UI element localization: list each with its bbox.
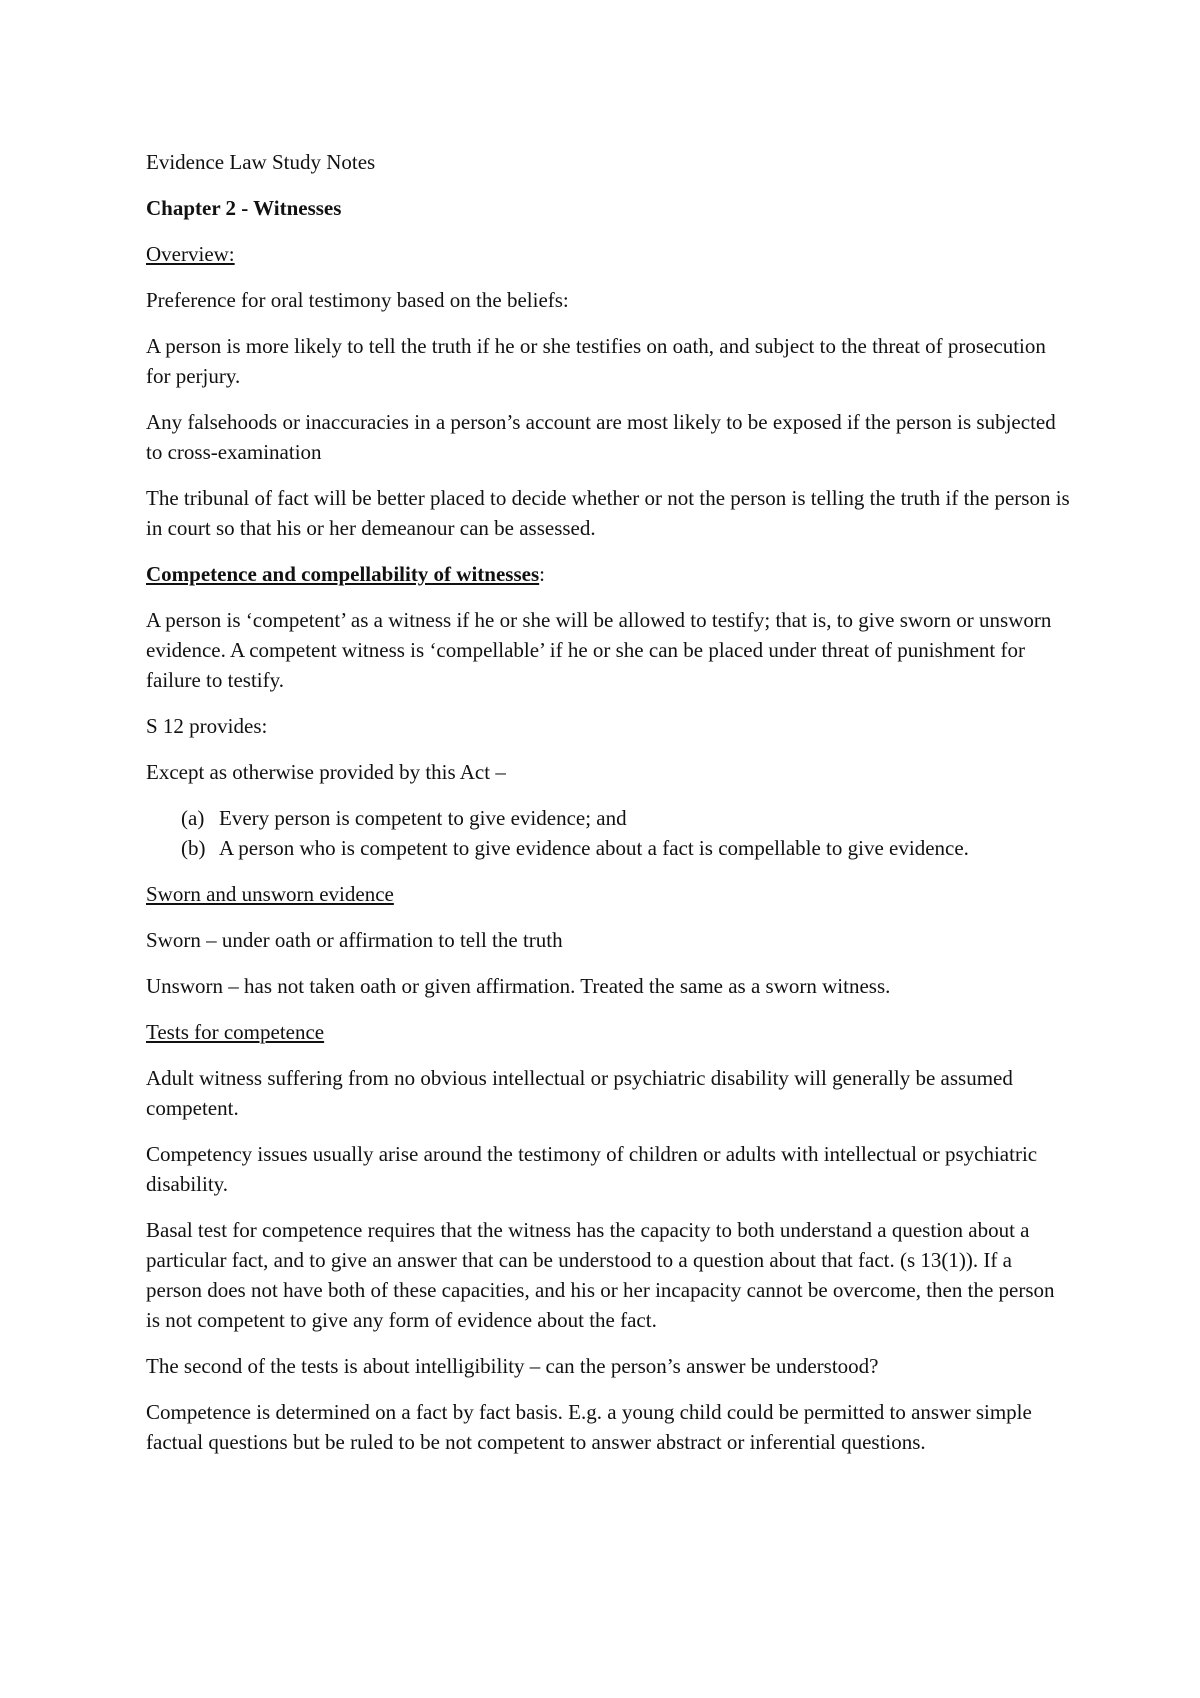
tests-paragraph: Competency issues usually arise around the testimony of children or adults with intellectual or psychiatric disability. xyxy=(146,1142,1038,1196)
competence-heading xyxy=(146,559,1070,589)
sworn-heading xyxy=(146,879,1070,909)
list-item-text: A person who is competent to give evidence about a fact is compellable to give evidence. xyxy=(219,836,969,860)
s12-lead: Except as otherwise provided by this Act – xyxy=(146,760,506,784)
overview-point: The tribunal of fact will be better placed to decide whether or not the person is telling the truth if the person is in court so that his or her demeanour can be assessed. xyxy=(146,486,1070,540)
tests-paragraph: Competence is determined on a fact by fact basis. E.g. a young child could be permitted to answer simple factual questions but be ruled to be not competent to answer abstract or inferential questions. xyxy=(146,1400,1032,1454)
list-marker: (a) xyxy=(181,806,205,830)
tests-heading xyxy=(146,1017,1070,1047)
overview-heading xyxy=(146,239,1070,269)
chapter-heading: Chapter 2 - Witnesses xyxy=(146,196,342,220)
document-title: Evidence Law Study Notes xyxy=(146,150,376,174)
overview-point: A person is more likely to tell the truth if he or she testifies on oath, and subject to the threat of prosecution for perjury. xyxy=(146,334,1046,388)
overview-point: Any falsehoods or inaccuracies in a person’s account are most likely to be exposed if the person is subjected to cross-examination xyxy=(146,410,1056,464)
list-item xyxy=(146,803,1070,833)
overview-intro: Preference for oral testimony based on the beliefs: xyxy=(146,288,569,312)
tests-paragraph: Adult witness suffering from no obvious intellectual or psychiatric disability will generally be assumed competent. xyxy=(146,1066,1013,1120)
s12-list xyxy=(146,803,1070,863)
tests-paragraph: The second of the tests is about intelligibility – can the person’s answer be understood? xyxy=(146,1354,879,1378)
sworn-heading-text: Sworn and unsworn evidence xyxy=(146,882,394,906)
competence-heading-colon: : xyxy=(539,562,545,586)
unsworn-definition: Unsworn – has not taken oath or given affirmation. Treated the same as a sworn witness. xyxy=(146,974,891,998)
tests-heading-text: Tests for competence xyxy=(146,1020,325,1044)
competence-heading-text: Competence and compellability of witnesses xyxy=(146,562,540,586)
tests-paragraph: Basal test for competence requires that the witness has the capacity to both understand a question about a particular fact, and to give an answer that can be understood to a question about that fact. (s 13(1)). If a person does not have both of these capacities, and his or her incapacity cannot be overcome, then the person is not competent to give any form of evidence about the fact. xyxy=(146,1218,1055,1332)
overview-heading-text: Overview: xyxy=(146,242,235,266)
sworn-definition: Sworn – under oath or affirmation to tell the truth xyxy=(146,928,563,952)
competence-definition: A person is ‘competent’ as a witness if he or she will be allowed to testify; that is, to give sworn or unsworn evidence. A competent witness is ‘compellable’ if he or she can be placed under threat of punishment for failure to testify. xyxy=(146,608,1052,692)
list-item-text: Every person is competent to give evidence; and xyxy=(219,806,627,830)
list-marker: (b) xyxy=(181,836,206,860)
s12-intro: S 12 provides: xyxy=(146,714,268,738)
list-item xyxy=(146,833,1070,863)
